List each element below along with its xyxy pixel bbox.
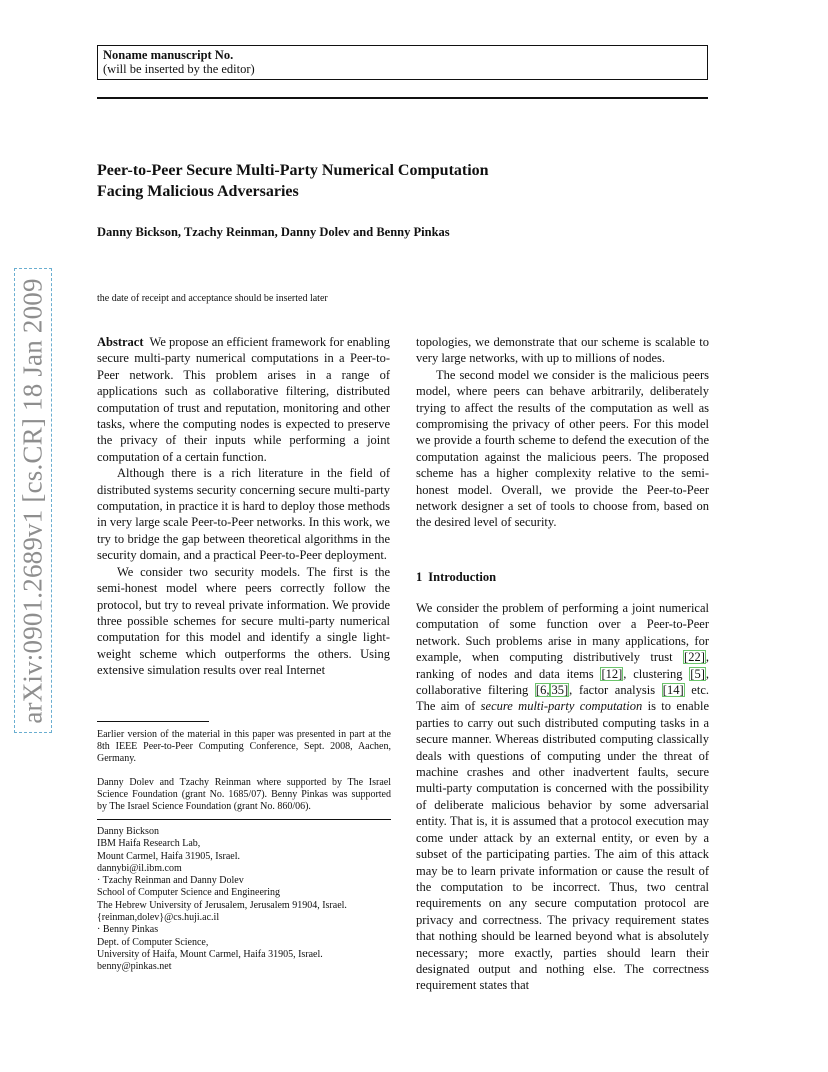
affiliation-email: {reinman,dolev}@cs.huji.ac.il: [97, 912, 220, 924]
arxiv-stamp-text: arXiv:0901.2689v1 [cs.CR] 18 Jan 2009: [17, 277, 48, 724]
author-list: Danny Bickson, Tzachy Reinman, Danny Dolev and Benny Pinkas: [97, 225, 450, 239]
header-rule: [97, 97, 708, 99]
affiliation-line: The Hebrew University of Jerusalem, Jerusalem 91904, Israel.: [97, 899, 347, 911]
abstract-p1-text: We propose an efficient framework for enabling secure multi-party numerical computations in a Peer-to-Peer network. This problem arises in a range of applications such as collaborative filtering, distributed computation of trust and reputation, monitoring and other tasks, where the computing nodes is expected to preserve the privacy of their inputs while performing a joint computation of a certain function.: [97, 335, 390, 464]
affiliation-line: University of Haifa, Mount Carmel, Haifa 31905, Israel.: [97, 948, 323, 960]
manuscript-label: Noname manuscript No.: [103, 48, 234, 62]
manuscript-box: [97, 45, 708, 80]
intro-paragraph: [416, 600, 709, 994]
citation-link-12[interactable]: [12]: [601, 666, 623, 681]
footnote-1-text: Earlier version of the material in this paper was presented in part at the 8th IEEE Peer-to-Peer Computing Conference, Sept. 2008, Aachen, Germany.: [97, 729, 391, 765]
affiliation-email: dannybi@il.ibm.com: [97, 862, 182, 874]
citation-link-22[interactable]: [22]: [684, 650, 705, 665]
abstract-paragraph-2: Although there is a rich literature in the field of distributed systems security concerning secure multi-party computation, in practice it is hard to deploy those methods in very large scale Peer-to-Peer networks. In this work, we try to bridge the gap between theoretical algorithms in the security domain, and a practical Peer-to-Peer deployment.: [97, 466, 390, 563]
abstract-paragraph-1: [97, 334, 390, 465]
citation-link-35[interactable]: 35]: [551, 683, 569, 698]
section-number: 1: [416, 570, 423, 584]
citation-link-6[interactable]: [6,: [535, 683, 550, 698]
affiliation-line: · Benny Pinkas: [97, 924, 159, 936]
footnote-2: [97, 777, 391, 814]
affiliation-line: Dept. of Computer Science,: [97, 936, 209, 948]
abstract-paragraph-3: We consider two security models. The first is the semi-honest model where peers correctly follow the protocol, but try to reveal private information. We provide three possible schemes for secure multi-party numerical computation for this model and identify a single light-weight scheme which outperforms the others. Using extensive simulation results over real Internet: [97, 564, 390, 678]
affiliation-line: Danny Bickson: [97, 826, 159, 837]
intro-text-2: , ranking of nodes and data items: [416, 650, 709, 681]
affiliation-email: benny@pinkas.net: [97, 961, 172, 973]
footnote-2-text: Danny Dolev and Tzachy Reinman where supported by The Israel Science Foundation (grant No. 1685/07). Benny Pinkas was supported by The Israel Science Foundation (grant No. 860/06).: [97, 777, 391, 813]
footnote-rule: [97, 721, 209, 722]
abstract-paragraph-4: The second model we consider is the malicious peers model, where peers can behave arbitrarily, deliberately trying to affect the results of the computation as well as compromising the privacy of other peers. For this model we provide a fourth scheme to defend the execution of the computation against the malicious peers. The proposed scheme has a higher complexity relative to the semi-honest model. Overall, we provide the Peer-to-Peer network designer a set of tools to choose from, based on the desired level of security.: [416, 367, 709, 530]
affiliation-block: [97, 826, 397, 974]
citation-link-5[interactable]: [5]: [690, 666, 705, 681]
affiliation-line: School of Computer Science and Engineering: [97, 887, 281, 899]
affiliation-line: · Tzachy Reinman and Danny Dolev: [97, 875, 244, 887]
intro-text-6: etc. The aim of: [416, 683, 710, 714]
paper-title: [97, 160, 717, 202]
abstract-right-column: [416, 334, 709, 531]
title-line-1: Peer-to-Peer Secure Multi-Party Numerical Computation: [97, 162, 489, 179]
section-title: Introduction: [428, 570, 497, 584]
intro-text-1: We consider the problem of performing a joint numerical computation of some function over a Peer-to-Peer network. Such problems arise in many applications, for example, when computing distributively trust: [416, 601, 709, 665]
intro-column: [416, 600, 709, 994]
editor-note: (will be inserted by the editor): [103, 62, 255, 76]
abstract-paragraph-3-continued: topologies, we demonstrate that our scheme is scalable to very large networks, with up to millions of nodes.: [416, 335, 709, 366]
intro-text-3: , clustering: [623, 666, 690, 681]
intro-text-4: , collaborative filtering: [416, 666, 709, 698]
dateline: the date of receipt and acceptance should be inserted later: [97, 293, 328, 304]
section-heading: [416, 570, 496, 585]
title-line-2: Facing Malicious Adversaries: [97, 183, 299, 200]
affiliation-line: IBM Haifa Research Lab,: [97, 838, 201, 850]
affiliation-rule: [97, 819, 391, 820]
footnote-1: [97, 729, 391, 766]
abstract-left-column: [97, 334, 390, 679]
intro-text-7: is to enable parties to carry out such distributed computing tasks in a secure manner. Whereas distributed computing classically deals with questions of computing under the threat of machine crashes and other inadvertent faults, secure multi-party computation is concerned with the possibility of deliberate malicious behavior by some adversarial entity. That is, it is assumed that a protocol execution may come under attack by an external entity, or even by a subset of the participating parties. The aim of this attack may be to learn private information or cause the result of the computation to be incorrect. Thus, two central requirements on any secure computation protocol are privacy and correctness. The privacy requirement states that nothing should be learned beyond what is absolutely necessary; more exactly, parties should learn their designated output and nothing else. The correctness requirement states that: [416, 699, 709, 993]
affiliation-line: Mount Carmel, Haifa 31905, Israel.: [97, 850, 241, 862]
intro-text-5: , factor analysis: [569, 683, 662, 698]
citation-link-14[interactable]: [14]: [662, 683, 684, 698]
arxiv-stamp: [14, 268, 52, 733]
emphasis-smpc: secure multi-party computation: [480, 699, 643, 714]
abstract-label: Abstract: [97, 335, 144, 349]
